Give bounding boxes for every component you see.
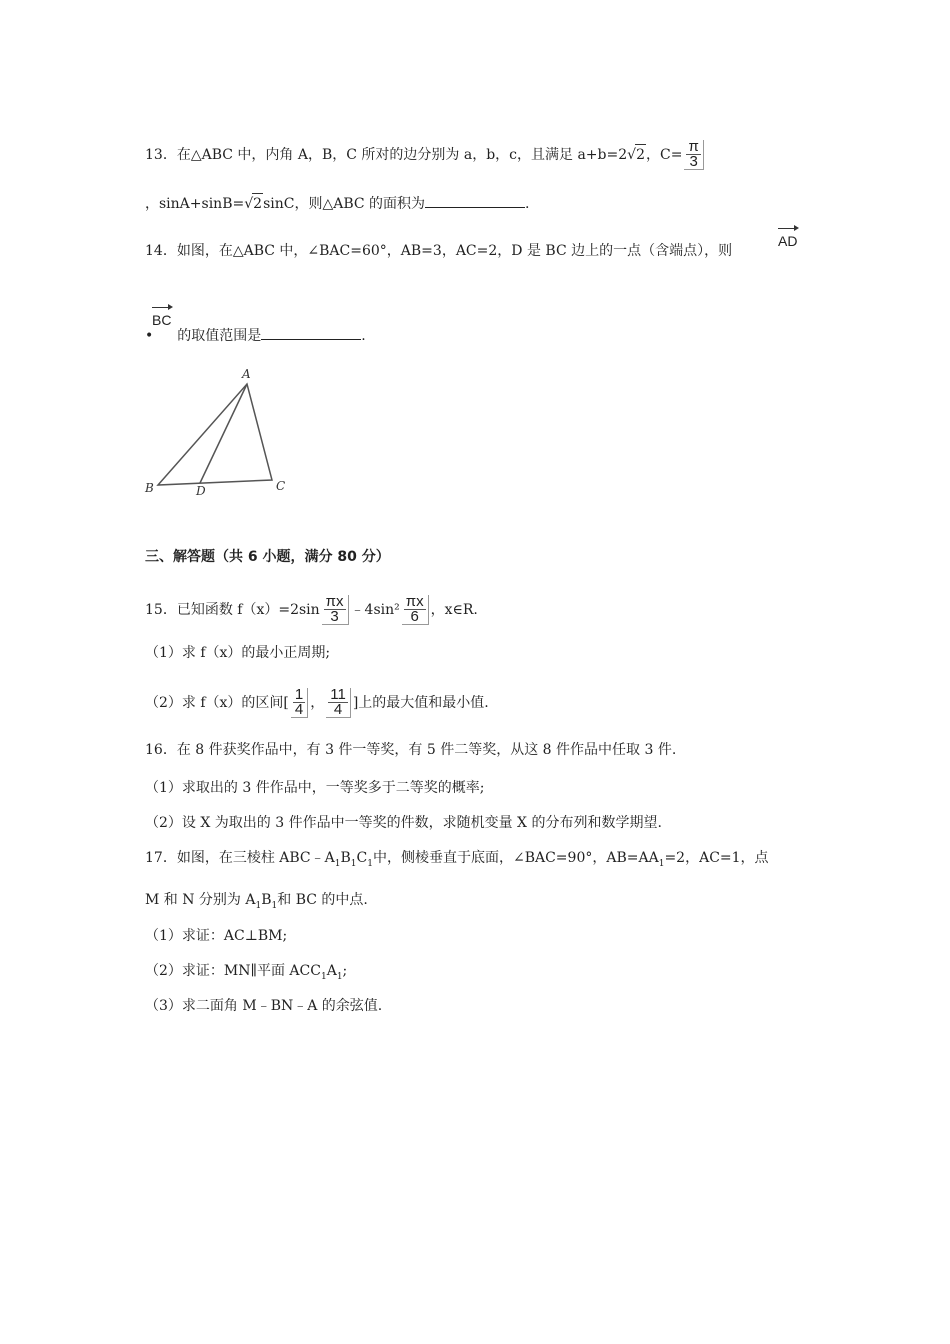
arrow-icon <box>152 307 171 312</box>
q13-end: . <box>525 196 530 212</box>
subscript-1: 1 <box>658 858 665 869</box>
label-b: B <box>145 481 154 495</box>
triangle-abc <box>158 384 272 485</box>
sqrt-icon: √ <box>627 147 637 163</box>
q16-sub2: （2）设 X 为取出的 3 件作品中一等奖的件数，求随机变量 X 的分布列和数学期望. <box>145 815 662 831</box>
q14-dot: • <box>145 328 154 344</box>
q17-line2-a: M 和 N 分别为 A <box>145 892 256 908</box>
q17-line2-c: 和 BC 的中点. <box>277 892 368 908</box>
q17-line1-b: B <box>340 850 351 866</box>
q17-line1 <box>145 848 769 874</box>
q17-line2-b: B <box>261 892 272 908</box>
q17-line1-d: 中，侧棱垂直于底面，∠BAC=90°，AB=AA <box>372 850 659 866</box>
q15-sub2-frac2 <box>326 688 351 718</box>
q17-sub1: （1）求证：AC⊥BM; <box>145 928 288 944</box>
q15-line1 <box>145 595 478 625</box>
q17-line1-a: 17．如图，在三棱柱 ABC﹣A <box>145 850 335 866</box>
q15-sub2-comma: ， <box>310 695 325 711</box>
q17-sub2-a: （2）求证：MN∥平面 ACC <box>145 963 321 979</box>
q17-line1-e: =2，AC=1，点 <box>664 850 769 866</box>
q17-sub2 <box>145 961 347 987</box>
q13-pi: π <box>688 138 699 155</box>
q13-line2-suffix: sinC，则△ABC 的面积为 <box>263 196 426 212</box>
q15-frac1-den: 3 <box>330 608 339 625</box>
subscript-1: 1 <box>350 858 357 869</box>
q15-sub1: （1）求 f（x）的最小正周期; <box>145 645 331 661</box>
q15-sub2-frac2-num: 11 <box>330 686 346 703</box>
q15-middle: ﹣4sin² <box>350 602 400 618</box>
q14-line2-suffix: 的取值范围是 <box>177 328 262 344</box>
vector-bc-label: BC <box>152 312 172 328</box>
subscript-1: 1 <box>271 900 278 911</box>
q14-end: . <box>361 328 366 344</box>
q15-frac2 <box>402 595 429 625</box>
q15-sub2 <box>145 688 489 718</box>
q14-text: 14．如图，在△ABC 中，∠BAC=60°，AB=3，AC=2，D 是 BC 边上的一点（含端点），则 <box>145 243 733 259</box>
q13-three: 3 <box>689 153 698 170</box>
triangle-figure <box>140 362 300 502</box>
arrow-icon <box>778 228 797 233</box>
q16-sub1: （1）求取出的 3 件作品中，一等奖多于二等奖的概率; <box>145 780 485 796</box>
subscript-1: 1 <box>336 971 343 982</box>
q14-line2 <box>145 325 366 346</box>
q17-line1-c: C <box>356 850 368 866</box>
q15-sub2-suffix: ]上的最大值和最小值. <box>352 695 489 711</box>
subscript-1: 1 <box>255 900 262 911</box>
vector-ad <box>778 228 797 249</box>
q15-sub2-frac1 <box>291 688 308 718</box>
q17-sub3: （3）求二面角 M﹣BN﹣A 的余弦值. <box>145 998 383 1014</box>
q13-line1 <box>145 140 706 170</box>
sqrt-icon: √ <box>244 196 254 212</box>
q17-sub2-c: ; <box>342 963 348 979</box>
q15-sub2-prefix: （2）求 f（x）的区间[ <box>145 695 289 711</box>
label-a: A <box>242 367 251 381</box>
q13-line2 <box>145 193 530 214</box>
q15-sub2-frac1-den: 4 <box>294 701 304 718</box>
segment-ad <box>200 384 247 483</box>
q13-answer-blank[interactable] <box>425 193 525 208</box>
q15-sub2-frac2-den: 4 <box>333 701 343 718</box>
label-c: C <box>276 479 286 493</box>
q13-c-eq: ，C= <box>645 147 683 163</box>
subscript-1: 1 <box>367 858 373 869</box>
q14-line1 <box>145 241 732 261</box>
q17-line2 <box>145 890 368 916</box>
q13-pi-over-3 <box>684 140 703 170</box>
subscript-1: 1 <box>320 971 327 982</box>
q15-suffix: ，x∈R. <box>430 602 478 618</box>
q15-prefix: 15．已知函数 f（x）=2sin <box>145 602 320 618</box>
section-heading: 三、解答题（共 6 小题，满分 80 分） <box>145 549 390 565</box>
q16-line1: 16．在 8 件获奖作品中，有 3 件一等奖，有 5 件二等奖，从这 8 件作品中任取 3 件. <box>145 742 677 758</box>
q15-sub2-frac1-num: 1 <box>294 686 304 703</box>
subscript-1: 1 <box>334 858 341 869</box>
q15-frac2-num: πx <box>405 593 424 610</box>
label-d: D <box>196 484 206 498</box>
q14-answer-blank[interactable] <box>261 325 361 340</box>
q13-text: 13．在△ABC 中，内角 A，B，C 所对的边分别为 a，b，c，且满足 a+b=2 <box>145 147 628 163</box>
q13-line2-prefix: ，sinA+sinB= <box>145 196 245 212</box>
q15-frac2-den: 6 <box>410 608 419 625</box>
vector-ad-label: AD <box>778 233 798 249</box>
q17-sub2-b: A <box>326 963 337 979</box>
q13-sqrt-radicand: 2 <box>635 144 646 165</box>
q15-frac1-num: πx <box>325 593 344 610</box>
q15-frac1 <box>322 595 349 625</box>
q13-sqrt2: 2 <box>252 193 263 214</box>
